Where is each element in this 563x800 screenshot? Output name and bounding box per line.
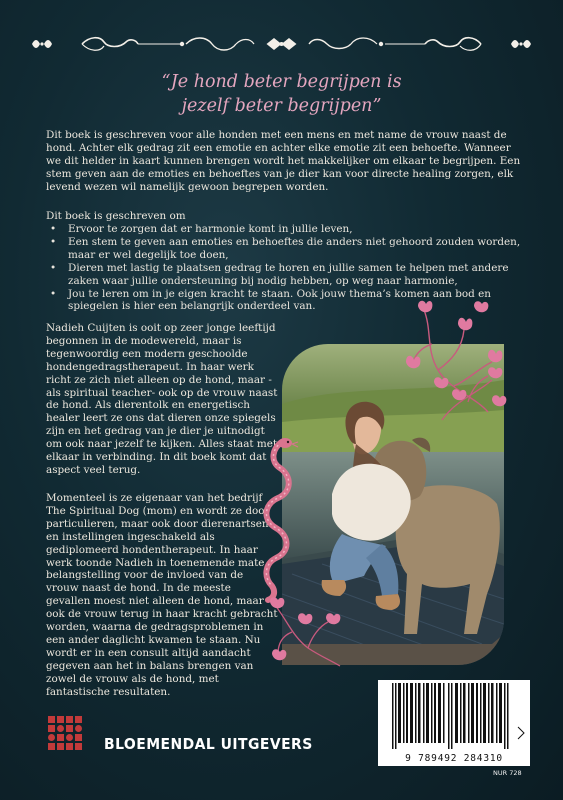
- isbn-number: 9 789492 284310: [405, 753, 503, 764]
- list-item: • Ervoor te zorgen dat er harmonie komt in jullie leven,: [46, 223, 526, 236]
- decorative-divider-icon: [30, 34, 533, 54]
- author-bio-paragraph-1: Nadieh Cuijten is ooit op zeer jonge leeftijd begonnen in de modewereld, maar is tegenwoordig een modern geschoolde hondengedragstherapeut. In haar werk richt ze zich niet alleen op de hond, maar -als spiritual teacher- ook op de vrouw naast de hond. Als dierentolk en energetisch healer leert ze ons dat dieren onze spiegels zijn en het gedrag van je dier je uitnodigt om ook naar jezelf te kijken. Alles staat met elkaar in verbinding. In dit boek komt dat aspect veel terug.: [46, 322, 278, 476]
- snake-icon: [252, 436, 300, 604]
- list-item: • Dieren met lastig te plaatsen gedrag te horen en jullie samen te helpen met andere zaken waar jullie ondersteuning bij nodig hebben, op weg naar harmonie,: [46, 262, 526, 288]
- bloemendal-logo-icon: [48, 716, 82, 750]
- tagline-quote: [0, 70, 563, 118]
- list-item: • Een stem te geven aan emoties en behoeftes die anders niet gehoord zouden worden, maar er wel degelijk toe doen,: [46, 236, 526, 262]
- quote-line-1: “Je hond beter begrijpen is: [161, 72, 402, 92]
- nur-code: NUR 728: [493, 769, 522, 777]
- barcode: [378, 680, 530, 766]
- list-title: Dit boek is geschreven om: [46, 210, 186, 222]
- author-bio-paragraph-2: Momenteel is ze eigenaar van het bedrijf The Spiritual Dog (mom) en wordt ze door particulieren, maar ook door dierenartsen en instellingen ingeschakeld als gediplomeerd hondentherapeut. In haar werk toonde Nadieh in toenemende mate belangstelling voor de invloed van de vrouw naast de hond. In de meeste gevallen moest niet alleen de hond, maar ook de vrouw terug in haar kracht gebracht worden, waarna de gedragsproblemen in een ander daglicht kwamen te staan. Nu wordt er in een consult altijd aandacht gegeven aan het in balans brengen van zowel de vrouw als de hond, met fantastische resultaten.: [46, 492, 278, 698]
- intro-paragraph: Dit boek is geschreven voor alle honden met een mens en met name de vrouw naast de hond. Achter elk gedrag zit een emotie en achter elke emotie zit een behoefte. Wanneer we dit helder in kaart kunnen brengen wordt het makkelijker om elkaar te begrijpen. Een stem geven aan de emoties en behoeftes van je dier kan voor directe healing zorgen, elk levend wezen wil namelijk gewoon begrepen worden.: [46, 129, 521, 193]
- tulip-vine-icon: [268, 596, 344, 670]
- barcode-icon: [382, 683, 526, 749]
- quote-line-2: jezelf beter begrijpen”: [181, 96, 382, 116]
- tulip-vine-icon: [432, 360, 512, 426]
- list-item: • Jou te leren om in je eigen kracht te staan. Ook jouw thema’s komen aan bod en spiegelen is hier een belangrijk onderdeel van.: [46, 288, 526, 314]
- publisher-name: BLOEMENDAL UITGEVERS: [104, 735, 313, 753]
